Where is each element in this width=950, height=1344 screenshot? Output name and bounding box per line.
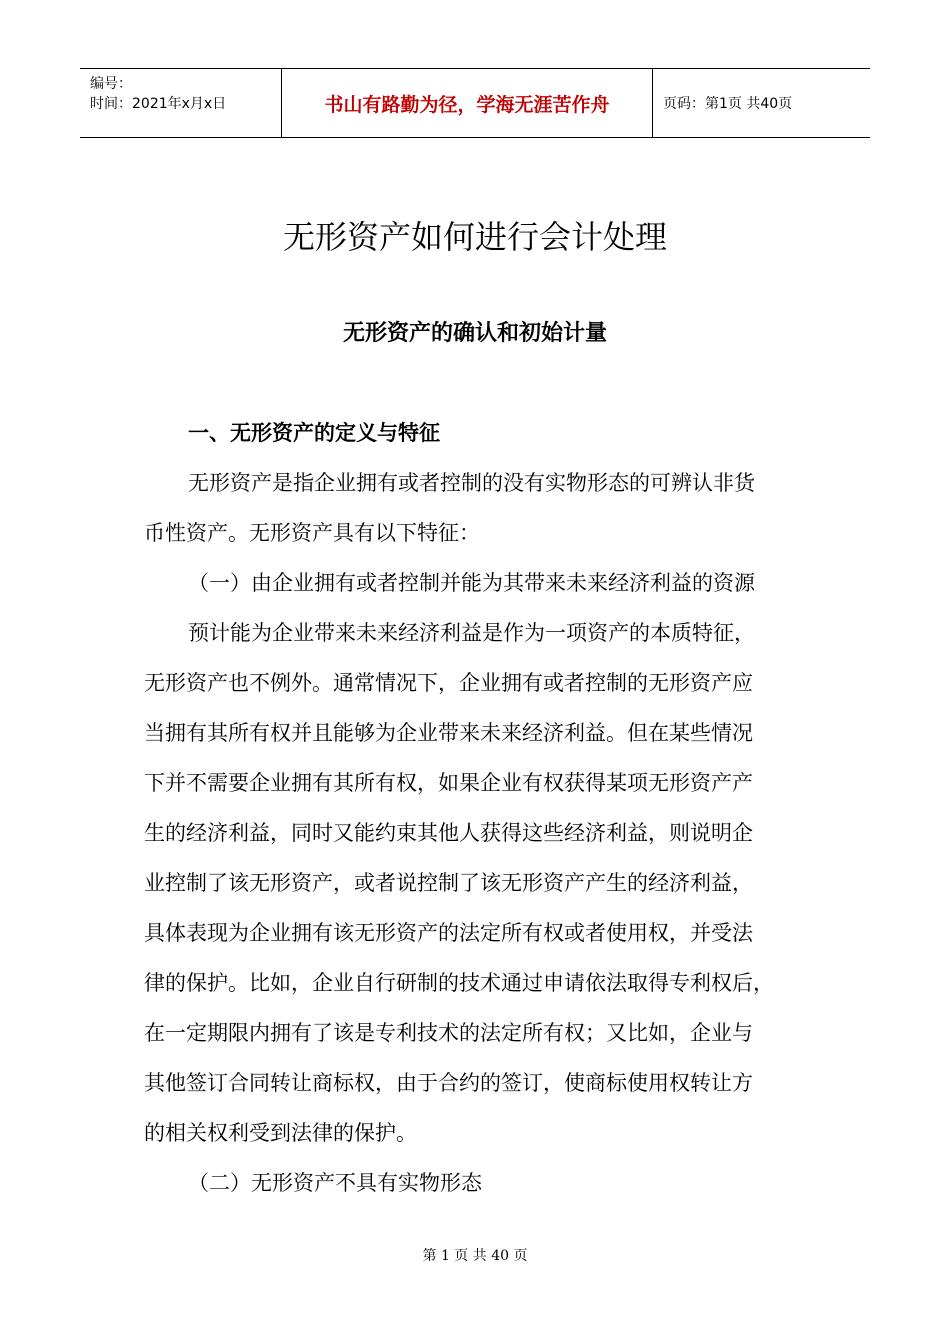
paragraph-line: 无形资产也不例外。通常情况下，企业拥有或者控制的无形资产应 <box>144 671 753 695</box>
paragraph-line: 生的经济利益，同时又能约束其他人获得这些经济利益，则说明企 <box>144 821 753 845</box>
paragraph-line: 无形资产是指企业拥有或者控制的没有实物形态的可辨认非货 <box>188 471 755 495</box>
document-title: 无形资产如何进行会计处理 <box>282 218 667 256</box>
document-number-label: 编号： <box>90 76 132 92</box>
page-footer: 第 1 页 共 40 页 <box>422 1248 528 1264</box>
header-page-cell <box>653 69 870 137</box>
paragraph-line: 其他签订合同转让商标权，由于合约的签订，使商标使用权转让方 <box>144 1071 753 1095</box>
paragraph-line: 业控制了该无形资产，或者说控制了该无形资产产生的经济利益， <box>144 871 753 895</box>
header-motto-cell <box>281 69 653 137</box>
page-header <box>80 68 870 138</box>
paragraph-line: 预计能为企业带来未来经济利益是作为一项资产的本质特征， <box>188 621 755 645</box>
paragraph-line: 当拥有其所有权并且能够为企业带来未来经济利益。但在某些情况 <box>144 721 753 745</box>
paragraph-line: 律的保护。比如，企业自行研制的技术通过申请依法取得专利权后， <box>144 971 774 995</box>
paragraph-line: 下并不需要企业拥有其所有权，如果企业有权获得某项无形资产产 <box>144 771 753 795</box>
paragraph-line: 币性资产。无形资产具有以下特征： <box>144 521 480 545</box>
subsection-heading: （二）无形资产不具有实物形态 <box>188 1171 482 1195</box>
paragraph-line: 在一定期限内拥有了该是专利技术的法定所有权；又比如，企业与 <box>144 1021 753 1045</box>
header-page-code: 页码：第1页 共40页 <box>663 96 793 112</box>
header-info-cell <box>80 69 280 137</box>
subsection-heading: （一）由企业拥有或者控制并能为其带来未来经济利益的资源 <box>188 571 755 595</box>
paragraph-line: 的相关权利受到法律的保护。 <box>144 1121 417 1145</box>
document-time-label: 时间：2021年x月x日 <box>90 96 227 112</box>
paragraph-line: 具体表现为企业拥有该无形资产的法定所有权或者使用权，并受法 <box>144 921 753 945</box>
header-motto: 书山有路勤为径，学海无涯苦作舟 <box>324 93 610 116</box>
section-heading: 一、无形资产的定义与特征 <box>188 421 440 445</box>
document-subtitle: 无形资产的确认和初始计量 <box>342 321 607 346</box>
